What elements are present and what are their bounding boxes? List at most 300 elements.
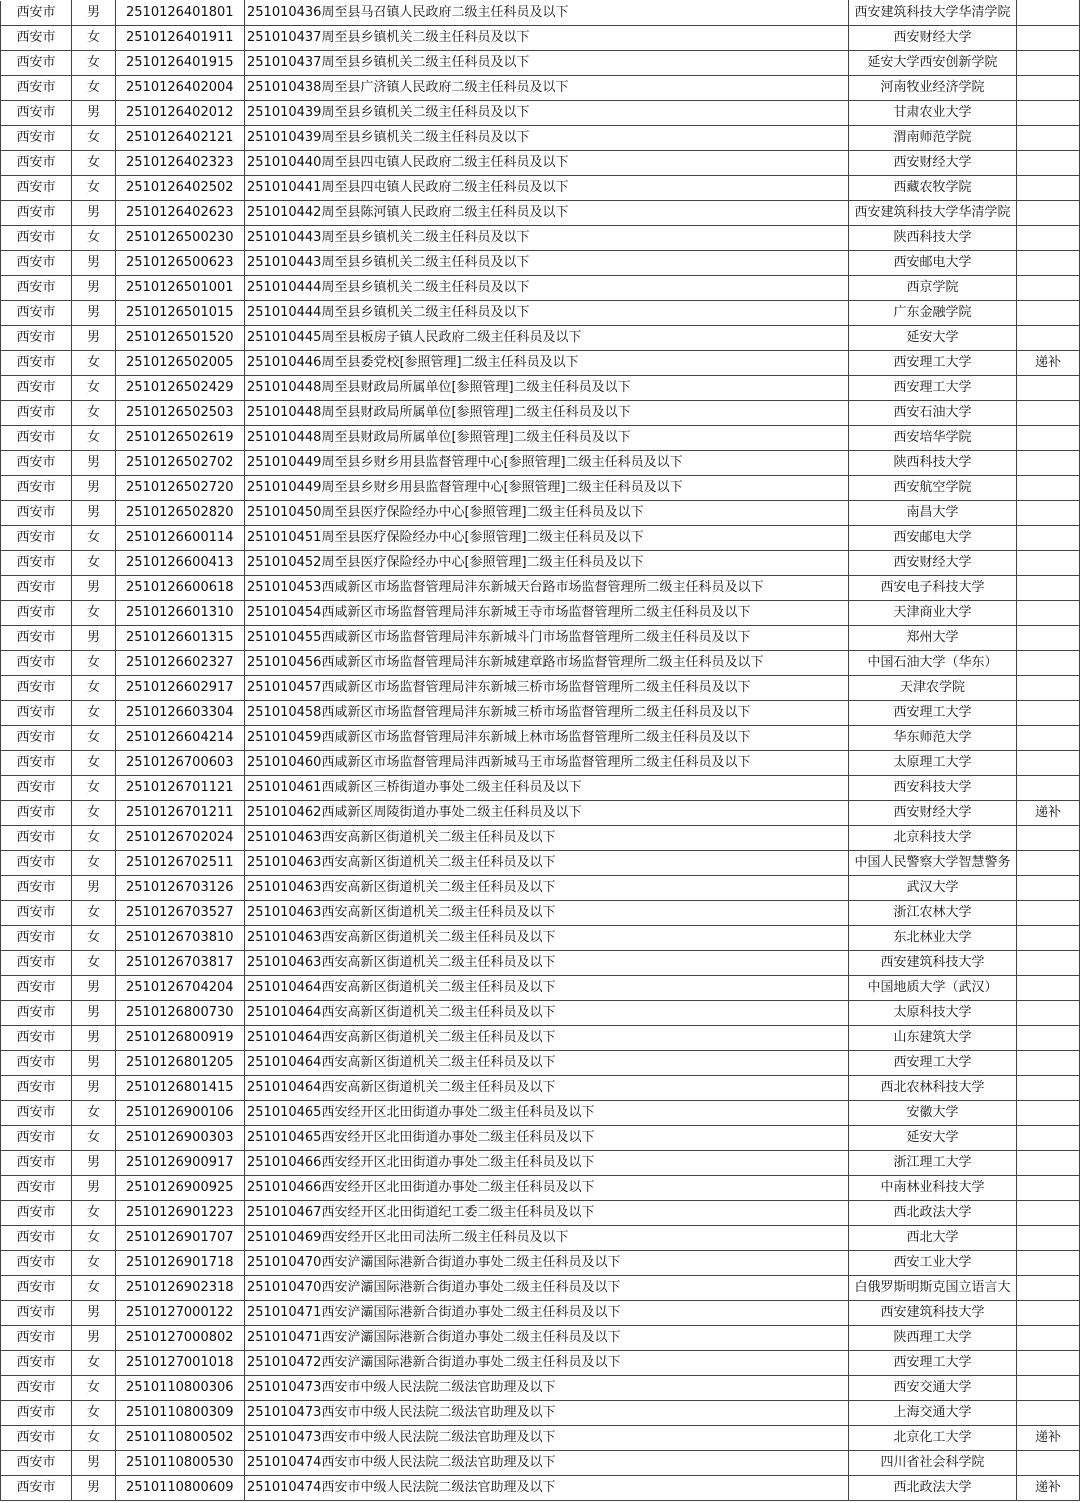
city-cell: 西安市 xyxy=(1,801,72,826)
exam-id-cell: 2510127000802 xyxy=(116,1326,245,1351)
city-cell: 西安市 xyxy=(1,1301,72,1326)
exam-id-cell: 2510126602327 xyxy=(116,651,245,676)
gender-cell: 男 xyxy=(72,476,116,501)
note-cell: 递补 xyxy=(1017,1426,1080,1451)
position-cell: 251010437周至县乡镇机关二级主任科员及以下 xyxy=(245,51,849,76)
gender-cell: 男 xyxy=(72,501,116,526)
position-cell: 251010436周至县马召镇人民政府二级主任科员及以下 xyxy=(245,1,849,26)
exam-id-cell: 2510126801415 xyxy=(116,1076,245,1101)
school-cell: 山东建筑大学 xyxy=(849,1026,1017,1051)
table-row xyxy=(1,1001,1080,1026)
school-cell: 西安财经大学 xyxy=(849,551,1017,576)
city-cell: 西安市 xyxy=(1,76,72,101)
exam-id-cell: 2510126600413 xyxy=(116,551,245,576)
note-cell xyxy=(1017,1226,1080,1251)
note-cell xyxy=(1017,301,1080,326)
note-cell xyxy=(1017,1026,1080,1051)
table-row xyxy=(1,51,1080,76)
city-cell: 西安市 xyxy=(1,1226,72,1251)
position-cell: 251010472西安浐灞国际港新合街道办事处二级主任科员及以下 xyxy=(245,1351,849,1376)
position-cell: 251010437周至县乡镇机关二级主任科员及以下 xyxy=(245,26,849,51)
city-cell: 西安市 xyxy=(1,101,72,126)
city-cell: 西安市 xyxy=(1,301,72,326)
gender-cell: 女 xyxy=(72,726,116,751)
school-cell: 西安财经大学 xyxy=(849,26,1017,51)
exam-id-cell: 2510126501015 xyxy=(116,301,245,326)
exam-id-cell: 2510126704204 xyxy=(116,976,245,1001)
position-cell: 251010452周至县医疗保险经办中心[参照管理]二级主任科员及以下 xyxy=(245,551,849,576)
city-cell: 西安市 xyxy=(1,1201,72,1226)
school-cell: 河南牧业经济学院 xyxy=(849,76,1017,101)
gender-cell: 男 xyxy=(72,326,116,351)
position-cell: 251010454西咸新区市场监督管理局沣东新城王寺市场监督管理所二级主任科员及以下 xyxy=(245,601,849,626)
city-cell: 西安市 xyxy=(1,201,72,226)
position-cell: 251010453西咸新区市场监督管理局沣东新城天台路市场监督管理所二级主任科员及以下 xyxy=(245,576,849,601)
school-cell: 武汉大学 xyxy=(849,876,1017,901)
note-cell xyxy=(1017,1251,1080,1276)
gender-cell: 女 xyxy=(72,51,116,76)
position-cell: 251010442周至县陈河镇人民政府二级主任科员及以下 xyxy=(245,201,849,226)
exam-id-cell: 2510126700603 xyxy=(116,751,245,776)
note-cell xyxy=(1017,901,1080,926)
exam-id-cell: 2510110800609 xyxy=(116,1476,245,1501)
note-cell xyxy=(1017,1201,1080,1226)
gender-cell: 女 xyxy=(72,26,116,51)
note-cell xyxy=(1017,951,1080,976)
exam-id-cell: 2510126502820 xyxy=(116,501,245,526)
table-row xyxy=(1,801,1080,826)
city-cell: 西安市 xyxy=(1,1001,72,1026)
school-cell: 西安建筑科技大学华清学院 xyxy=(849,201,1017,226)
school-cell: 西藏农牧学院 xyxy=(849,176,1017,201)
table-row xyxy=(1,1376,1080,1401)
table-row xyxy=(1,676,1080,701)
exam-id-cell: 2510126401915 xyxy=(116,51,245,76)
city-cell: 西安市 xyxy=(1,576,72,601)
note-cell xyxy=(1017,1276,1080,1301)
city-cell: 西安市 xyxy=(1,476,72,501)
position-cell: 251010463西安高新区街道机关二级主任科员及以下 xyxy=(245,951,849,976)
table-row xyxy=(1,551,1080,576)
exam-id-cell: 2510126500623 xyxy=(116,251,245,276)
gender-cell: 男 xyxy=(72,101,116,126)
exam-id-cell: 2510126502429 xyxy=(116,376,245,401)
position-cell: 251010463西安高新区街道机关二级主任科员及以下 xyxy=(245,826,849,851)
position-cell: 251010440周至县四屯镇人民政府二级主任科员及以下 xyxy=(245,151,849,176)
note-cell xyxy=(1017,1301,1080,1326)
note-cell xyxy=(1017,751,1080,776)
exam-id-cell: 2510126703527 xyxy=(116,901,245,926)
school-cell: 延安大学 xyxy=(849,1126,1017,1151)
gender-cell: 女 xyxy=(72,351,116,376)
city-cell: 西安市 xyxy=(1,26,72,51)
position-cell: 251010471西安浐灞国际港新合街道办事处二级主任科员及以下 xyxy=(245,1326,849,1351)
note-cell xyxy=(1017,76,1080,101)
note-cell xyxy=(1017,226,1080,251)
table-row xyxy=(1,651,1080,676)
table-row xyxy=(1,926,1080,951)
school-cell: 西安交通大学 xyxy=(849,1376,1017,1401)
exam-id-cell: 2510126602917 xyxy=(116,676,245,701)
gender-cell: 女 xyxy=(72,701,116,726)
position-cell: 251010465西安经开区北田街道办事处二级主任科员及以下 xyxy=(245,1101,849,1126)
gender-cell: 男 xyxy=(72,1326,116,1351)
position-cell: 251010455西咸新区市场监督管理局沣东新城斗门市场监督管理所二级主任科员及以下 xyxy=(245,626,849,651)
school-cell: 天津商业大学 xyxy=(849,601,1017,626)
gender-cell: 男 xyxy=(72,276,116,301)
table-row xyxy=(1,276,1080,301)
gender-cell: 女 xyxy=(72,376,116,401)
note-cell xyxy=(1017,926,1080,951)
table-row xyxy=(1,576,1080,601)
position-cell: 251010443周至县乡镇机关二级主任科员及以下 xyxy=(245,226,849,251)
gender-cell: 男 xyxy=(72,251,116,276)
position-cell: 251010460西咸新区市场监督管理局沣西新城马王市场监督管理所二级主任科员及以下 xyxy=(245,751,849,776)
table-row xyxy=(1,1401,1080,1426)
note-cell xyxy=(1017,51,1080,76)
city-cell: 西安市 xyxy=(1,926,72,951)
exam-id-cell: 2510126601310 xyxy=(116,601,245,626)
gender-cell: 女 xyxy=(72,926,116,951)
position-cell: 251010461西咸新区三桥街道办事处二级主任科员及以下 xyxy=(245,776,849,801)
table-row xyxy=(1,401,1080,426)
city-cell: 西安市 xyxy=(1,1451,72,1476)
gender-cell: 男 xyxy=(72,626,116,651)
note-cell xyxy=(1017,676,1080,701)
city-cell: 西安市 xyxy=(1,826,72,851)
exam-id-cell: 2510126502503 xyxy=(116,401,245,426)
position-cell: 251010465西安经开区北田街道办事处二级主任科员及以下 xyxy=(245,1126,849,1151)
gender-cell: 男 xyxy=(72,1176,116,1201)
position-cell: 251010464西安高新区街道机关二级主任科员及以下 xyxy=(245,976,849,1001)
gender-cell: 女 xyxy=(72,1351,116,1376)
position-cell: 251010445周至县板房子镇人民政府二级主任科员及以下 xyxy=(245,326,849,351)
note-cell xyxy=(1017,601,1080,626)
city-cell: 西安市 xyxy=(1,651,72,676)
city-cell: 西安市 xyxy=(1,901,72,926)
city-cell: 西安市 xyxy=(1,451,72,476)
exam-id-cell: 2510126900925 xyxy=(116,1176,245,1201)
school-cell: 郑州大学 xyxy=(849,626,1017,651)
city-cell: 西安市 xyxy=(1,1376,72,1401)
note-cell xyxy=(1017,976,1080,1001)
exam-id-cell: 2510126900106 xyxy=(116,1101,245,1126)
table-row xyxy=(1,426,1080,451)
exam-id-cell: 2510126402502 xyxy=(116,176,245,201)
gender-cell: 男 xyxy=(72,1301,116,1326)
exam-id-cell: 2510126604214 xyxy=(116,726,245,751)
position-cell: 251010463西安高新区街道机关二级主任科员及以下 xyxy=(245,851,849,876)
school-cell: 西安建筑科技大学华清学院 xyxy=(849,1,1017,26)
school-cell: 西安建筑科技大学 xyxy=(849,951,1017,976)
school-cell: 北京科技大学 xyxy=(849,826,1017,851)
city-cell: 西安市 xyxy=(1,1076,72,1101)
table-row xyxy=(1,726,1080,751)
school-cell: 西安财经大学 xyxy=(849,801,1017,826)
gender-cell: 女 xyxy=(72,1376,116,1401)
note-cell xyxy=(1017,1401,1080,1426)
city-cell: 西安市 xyxy=(1,751,72,776)
gender-cell: 女 xyxy=(72,1276,116,1301)
exam-id-cell: 2510126401911 xyxy=(116,26,245,51)
school-cell: 西安理工大学 xyxy=(849,351,1017,376)
gender-cell: 女 xyxy=(72,601,116,626)
note-cell xyxy=(1017,526,1080,551)
position-cell: 251010458西咸新区市场监督管理局沣东新城三桥市场监督管理所二级主任科员及以下 xyxy=(245,701,849,726)
position-cell: 251010473西安市中级人民法院二级法官助理及以下 xyxy=(245,1426,849,1451)
table-row xyxy=(1,1251,1080,1276)
table-row xyxy=(1,776,1080,801)
gender-cell: 女 xyxy=(72,651,116,676)
table-row xyxy=(1,1201,1080,1226)
school-cell: 中国人民警察大学智慧警务 xyxy=(849,851,1017,876)
note-cell xyxy=(1017,551,1080,576)
school-cell: 陕西理工大学 xyxy=(849,1326,1017,1351)
school-cell: 四川省社会科学院 xyxy=(849,1451,1017,1476)
exam-id-cell: 2510110800306 xyxy=(116,1376,245,1401)
gender-cell: 女 xyxy=(72,426,116,451)
position-cell: 251010463西安高新区街道机关二级主任科员及以下 xyxy=(245,876,849,901)
city-cell: 西安市 xyxy=(1,1026,72,1051)
table-row xyxy=(1,976,1080,1001)
school-cell: 浙江理工大学 xyxy=(849,1151,1017,1176)
note-cell xyxy=(1017,201,1080,226)
table-row xyxy=(1,1451,1080,1476)
position-cell: 251010449周至县乡财乡用县监督管理中心[参照管理]二级主任科员及以下 xyxy=(245,451,849,476)
school-cell: 西安理工大学 xyxy=(849,1351,1017,1376)
city-cell: 西安市 xyxy=(1,1426,72,1451)
note-cell: 递补 xyxy=(1017,801,1080,826)
exam-id-cell: 2510126701121 xyxy=(116,776,245,801)
city-cell: 西安市 xyxy=(1,1051,72,1076)
position-cell: 251010464西安高新区街道机关二级主任科员及以下 xyxy=(245,1026,849,1051)
exam-id-cell: 2510126902318 xyxy=(116,1276,245,1301)
gender-cell: 女 xyxy=(72,801,116,826)
note-cell xyxy=(1017,1376,1080,1401)
position-cell: 251010457西咸新区市场监督管理局沣东新城三桥市场监督管理所二级主任科员及以下 xyxy=(245,676,849,701)
gender-cell: 女 xyxy=(72,1101,116,1126)
city-cell: 西安市 xyxy=(1,601,72,626)
note-cell xyxy=(1017,176,1080,201)
note-cell: 递补 xyxy=(1017,351,1080,376)
position-cell: 251010446周至县委党校[参照管理]二级主任科员及以下 xyxy=(245,351,849,376)
school-cell: 西京学院 xyxy=(849,276,1017,301)
gender-cell: 女 xyxy=(72,901,116,926)
position-cell: 251010464西安高新区街道机关二级主任科员及以下 xyxy=(245,1001,849,1026)
note-cell xyxy=(1017,651,1080,676)
exam-id-cell: 2510126501001 xyxy=(116,276,245,301)
city-cell: 西安市 xyxy=(1,151,72,176)
position-cell: 251010464西安高新区街道机关二级主任科员及以下 xyxy=(245,1076,849,1101)
gender-cell: 男 xyxy=(72,301,116,326)
position-cell: 251010474西安市中级人民法院二级法官助理及以下 xyxy=(245,1476,849,1501)
school-cell: 西安财经大学 xyxy=(849,151,1017,176)
gender-cell: 男 xyxy=(72,1051,116,1076)
position-cell: 251010466西安经开区北田街道办事处二级主任科员及以下 xyxy=(245,1151,849,1176)
school-cell: 西安电子科技大学 xyxy=(849,576,1017,601)
exam-id-cell: 2510126800919 xyxy=(116,1026,245,1051)
table-row xyxy=(1,951,1080,976)
note-cell xyxy=(1017,626,1080,651)
note-cell xyxy=(1017,1326,1080,1351)
school-cell: 西北农林科技大学 xyxy=(849,1076,1017,1101)
table-row xyxy=(1,876,1080,901)
position-cell: 251010473西安市中级人民法院二级法官助理及以下 xyxy=(245,1376,849,1401)
city-cell: 西安市 xyxy=(1,501,72,526)
school-cell: 中国石油大学（华东） xyxy=(849,651,1017,676)
city-cell: 西安市 xyxy=(1,1326,72,1351)
gender-cell: 男 xyxy=(72,976,116,1001)
table-row xyxy=(1,1476,1080,1501)
note-cell xyxy=(1017,326,1080,351)
note-cell xyxy=(1017,1001,1080,1026)
note-cell xyxy=(1017,876,1080,901)
gender-cell: 女 xyxy=(72,176,116,201)
gender-cell: 女 xyxy=(72,1126,116,1151)
gender-cell: 男 xyxy=(72,1476,116,1501)
city-cell: 西安市 xyxy=(1,676,72,701)
table-row xyxy=(1,326,1080,351)
note-cell xyxy=(1017,276,1080,301)
exam-id-cell: 2510126800730 xyxy=(116,1001,245,1026)
gender-cell: 男 xyxy=(72,1151,116,1176)
school-cell: 安徽大学 xyxy=(849,1101,1017,1126)
position-cell: 251010438周至县广济镇人民政府二级主任科员及以下 xyxy=(245,76,849,101)
table-row xyxy=(1,126,1080,151)
gender-cell: 男 xyxy=(72,1076,116,1101)
city-cell: 西安市 xyxy=(1,1126,72,1151)
school-cell: 西北政法大学 xyxy=(849,1201,1017,1226)
exam-id-cell: 2510126801205 xyxy=(116,1051,245,1076)
note-cell xyxy=(1017,1051,1080,1076)
school-cell: 广东金融学院 xyxy=(849,301,1017,326)
exam-id-cell: 2510110800502 xyxy=(116,1426,245,1451)
city-cell: 西安市 xyxy=(1,626,72,651)
table-row xyxy=(1,151,1080,176)
note-cell xyxy=(1017,476,1080,501)
table-row xyxy=(1,501,1080,526)
exam-id-cell: 2510126402121 xyxy=(116,126,245,151)
table-row xyxy=(1,1301,1080,1326)
table-row xyxy=(1,201,1080,226)
table-row xyxy=(1,476,1080,501)
city-cell: 西安市 xyxy=(1,726,72,751)
note-cell xyxy=(1017,576,1080,601)
exam-id-cell: 2510126600618 xyxy=(116,576,245,601)
gender-cell: 男 xyxy=(72,576,116,601)
position-cell: 251010450周至县医疗保险经办中心[参照管理]二级主任科员及以下 xyxy=(245,501,849,526)
table-row xyxy=(1,176,1080,201)
city-cell: 西安市 xyxy=(1,126,72,151)
note-cell xyxy=(1017,151,1080,176)
school-cell: 太原科技大学 xyxy=(849,1001,1017,1026)
note-cell xyxy=(1017,426,1080,451)
table-row xyxy=(1,301,1080,326)
exam-id-cell: 2510110800530 xyxy=(116,1451,245,1476)
exam-id-cell: 2510126702511 xyxy=(116,851,245,876)
school-cell: 西安培华学院 xyxy=(849,426,1017,451)
table-row xyxy=(1,826,1080,851)
note-cell xyxy=(1017,501,1080,526)
table-row xyxy=(1,626,1080,651)
note-cell xyxy=(1017,1176,1080,1201)
school-cell: 华东师范大学 xyxy=(849,726,1017,751)
note-cell xyxy=(1017,251,1080,276)
exam-id-cell: 2510126703126 xyxy=(116,876,245,901)
city-cell: 西安市 xyxy=(1,1,72,26)
school-cell: 太原理工大学 xyxy=(849,751,1017,776)
position-cell: 251010448周至县财政局所属单位[参照管理]二级主任科员及以下 xyxy=(245,401,849,426)
city-cell: 西安市 xyxy=(1,1176,72,1201)
table-row xyxy=(1,851,1080,876)
school-cell: 中国地质大学（武汉） xyxy=(849,976,1017,1001)
table-row xyxy=(1,1326,1080,1351)
note-cell xyxy=(1017,1451,1080,1476)
gender-cell: 女 xyxy=(72,1251,116,1276)
position-cell: 251010449周至县乡财乡用县监督管理中心[参照管理]二级主任科员及以下 xyxy=(245,476,849,501)
table-row xyxy=(1,101,1080,126)
city-cell: 西安市 xyxy=(1,401,72,426)
gender-cell: 男 xyxy=(72,1001,116,1026)
exam-id-cell: 2510127000122 xyxy=(116,1301,245,1326)
exam-id-cell: 2510126601315 xyxy=(116,626,245,651)
note-cell xyxy=(1017,851,1080,876)
school-cell: 延安大学 xyxy=(849,326,1017,351)
city-cell: 西安市 xyxy=(1,376,72,401)
gender-cell: 女 xyxy=(72,151,116,176)
school-cell: 西安邮电大学 xyxy=(849,526,1017,551)
position-cell: 251010444周至县乡镇机关二级主任科员及以下 xyxy=(245,301,849,326)
school-cell: 上海交通大学 xyxy=(849,1401,1017,1426)
note-cell xyxy=(1017,1126,1080,1151)
city-cell: 西安市 xyxy=(1,1476,72,1501)
school-cell: 北京化工大学 xyxy=(849,1426,1017,1451)
city-cell: 西安市 xyxy=(1,426,72,451)
position-cell: 251010473西安市中级人民法院二级法官助理及以下 xyxy=(245,1401,849,1426)
exam-id-cell: 2510126603304 xyxy=(116,701,245,726)
school-cell: 延安大学西安创新学院 xyxy=(849,51,1017,76)
gender-cell: 女 xyxy=(72,826,116,851)
table-row xyxy=(1,1,1080,26)
note-cell xyxy=(1017,1351,1080,1376)
table-row xyxy=(1,451,1080,476)
school-cell: 西安航空学院 xyxy=(849,476,1017,501)
gender-cell: 女 xyxy=(72,1226,116,1251)
city-cell: 西安市 xyxy=(1,251,72,276)
note-cell xyxy=(1017,826,1080,851)
position-cell: 251010464西安高新区街道机关二级主任科员及以下 xyxy=(245,1051,849,1076)
gender-cell: 女 xyxy=(72,401,116,426)
exam-id-cell: 2510126402004 xyxy=(116,76,245,101)
school-cell: 西安建筑科技大学 xyxy=(849,1301,1017,1326)
position-cell: 251010444周至县乡镇机关二级主任科员及以下 xyxy=(245,276,849,301)
school-cell: 白俄罗斯明斯克国立语言大 xyxy=(849,1276,1017,1301)
gender-cell: 男 xyxy=(72,1451,116,1476)
city-cell: 西安市 xyxy=(1,1151,72,1176)
exam-id-cell: 2510126900303 xyxy=(116,1126,245,1151)
note-cell xyxy=(1017,376,1080,401)
gender-cell: 女 xyxy=(72,1426,116,1451)
gender-cell: 女 xyxy=(72,526,116,551)
position-cell: 251010466西安经开区北田街道办事处二级主任科员及以下 xyxy=(245,1176,849,1201)
school-cell: 甘肃农业大学 xyxy=(849,101,1017,126)
note-cell xyxy=(1017,401,1080,426)
table-row xyxy=(1,1076,1080,1101)
city-cell: 西安市 xyxy=(1,776,72,801)
table-row xyxy=(1,376,1080,401)
note-cell xyxy=(1017,1,1080,26)
note-cell: 递补 xyxy=(1017,1476,1080,1501)
